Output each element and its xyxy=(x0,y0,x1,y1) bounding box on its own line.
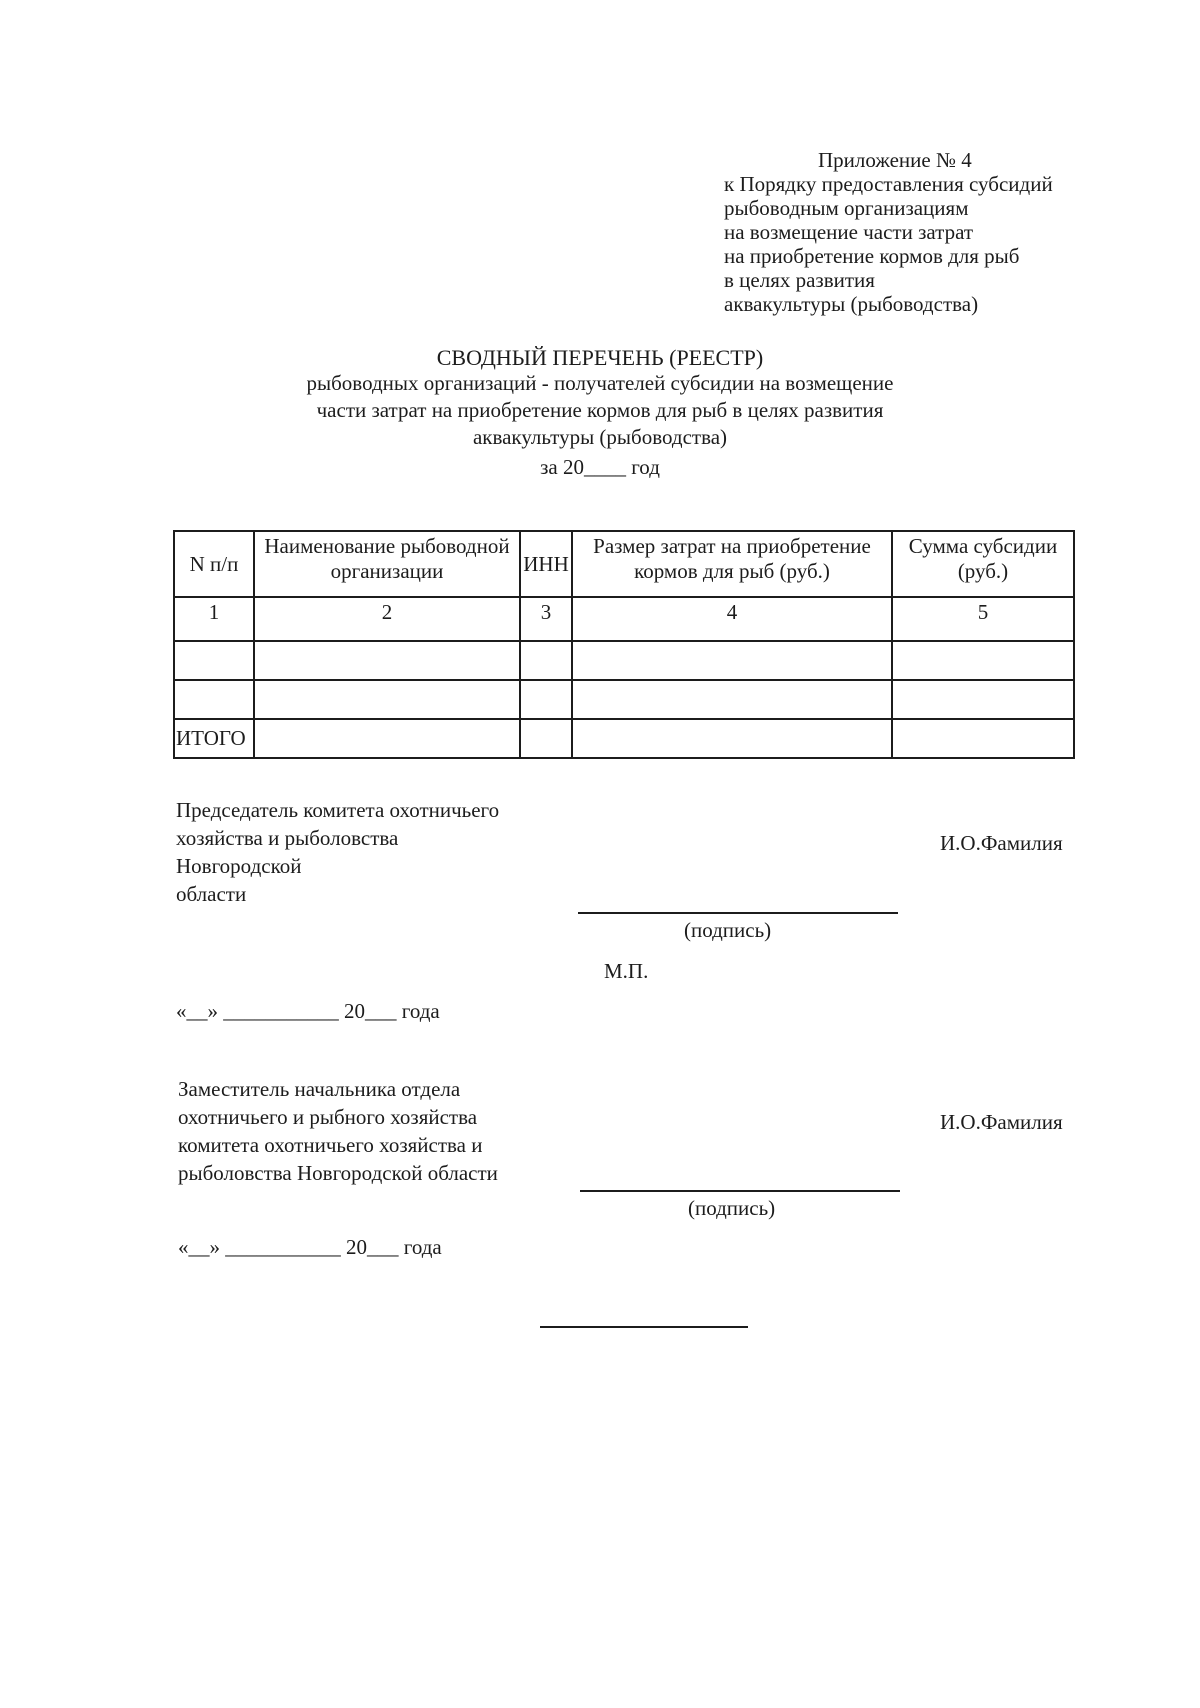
stamp-placeholder: М.П. xyxy=(604,959,649,983)
date-line-1: «__» ___________ 20___ года xyxy=(176,999,440,1023)
position-line: Председатель комитета охотничьего xyxy=(176,798,500,822)
annex-title: Приложение № 4 xyxy=(818,148,972,172)
total-label: ИТОГО xyxy=(174,719,254,758)
table-cell xyxy=(520,680,572,719)
table-row xyxy=(174,680,1074,719)
annex-line: аквакультуры (рыбоводства) xyxy=(724,292,979,316)
table-cell xyxy=(520,719,572,758)
table-column-numbers-row xyxy=(174,597,1074,641)
table-cell xyxy=(520,641,572,680)
annex-line: на возмещение части затрат xyxy=(724,220,974,244)
table-cell xyxy=(892,641,1074,680)
position-line: области xyxy=(176,882,247,906)
signatory-2-name: И.О.Фамилия xyxy=(940,1110,1063,1134)
signatory-1-name: И.О.Фамилия xyxy=(940,831,1063,855)
position-line: Новгородской xyxy=(176,854,302,878)
date-line-2: «__» ___________ 20___ года xyxy=(178,1235,442,1259)
document-title: СВОДНЫЙ ПЕРЕЧЕНЬ (РЕЕСТР) xyxy=(436,345,764,370)
annex-line: в целях развития xyxy=(724,268,875,292)
subtitle-line: аквакультуры (рыбоводства) xyxy=(472,425,728,449)
table-cell xyxy=(892,680,1074,719)
table-row xyxy=(174,641,1074,680)
column-number: 2 xyxy=(254,597,520,641)
table-cell xyxy=(254,719,520,758)
position-line: охотничьего и рыбного хозяйства xyxy=(178,1105,478,1129)
table-cell xyxy=(254,680,520,719)
col-header-org-name: Наименование рыбоводной организации xyxy=(254,531,520,597)
col-header-number: N п/п xyxy=(174,531,254,597)
col-header-costs: Размер затрат на приобретение кормов для рыб (руб.) xyxy=(572,531,892,597)
document-subtitle xyxy=(0,370,1200,451)
position-line: Заместитель начальника отдела xyxy=(178,1077,461,1101)
column-number: 1 xyxy=(174,597,254,641)
signature-caption-2: (подпись) xyxy=(688,1196,776,1220)
annex-line: рыбоводным организациям xyxy=(724,196,969,220)
column-number: 4 xyxy=(572,597,892,641)
annex-line: на приобретение кормов для рыб xyxy=(724,244,1020,268)
signature-caption-1: (подпись) xyxy=(684,918,772,942)
table-header-row xyxy=(174,531,1074,597)
signatory-2-position xyxy=(178,1075,598,1187)
subtitle-line: рыбоводных организаций - получателей субсидии на возмещение xyxy=(306,371,894,395)
closing-separator xyxy=(540,1326,748,1328)
table-cell xyxy=(174,680,254,719)
table-total-row xyxy=(174,719,1074,758)
table-cell xyxy=(254,641,520,680)
signature-line-1 xyxy=(578,912,898,914)
signatory-1-position xyxy=(176,796,596,908)
position-line: хозяйства и рыболовства xyxy=(176,826,399,850)
position-line: рыболовства Новгородской области xyxy=(178,1161,498,1185)
col-header-inn: ИНН xyxy=(520,531,572,597)
signature-line-2 xyxy=(580,1190,900,1192)
position-line: комитета охотничьего хозяйства и xyxy=(178,1133,483,1157)
subtitle-line: части затрат на приобретение кормов для рыб в целях развития xyxy=(316,398,884,422)
table-cell xyxy=(572,641,892,680)
annex-block xyxy=(724,148,1124,316)
registry-table xyxy=(173,530,1075,759)
column-number: 5 xyxy=(892,597,1074,641)
annex-line: к Порядку предоставления субсидий xyxy=(724,172,1053,196)
table-cell xyxy=(572,719,892,758)
table-cell xyxy=(892,719,1074,758)
table-cell xyxy=(174,641,254,680)
col-header-subsidy: Сумма субсидии (руб.) xyxy=(892,531,1074,597)
table-cell xyxy=(572,680,892,719)
report-year: за 20____ год xyxy=(540,455,660,479)
column-number: 3 xyxy=(520,597,572,641)
